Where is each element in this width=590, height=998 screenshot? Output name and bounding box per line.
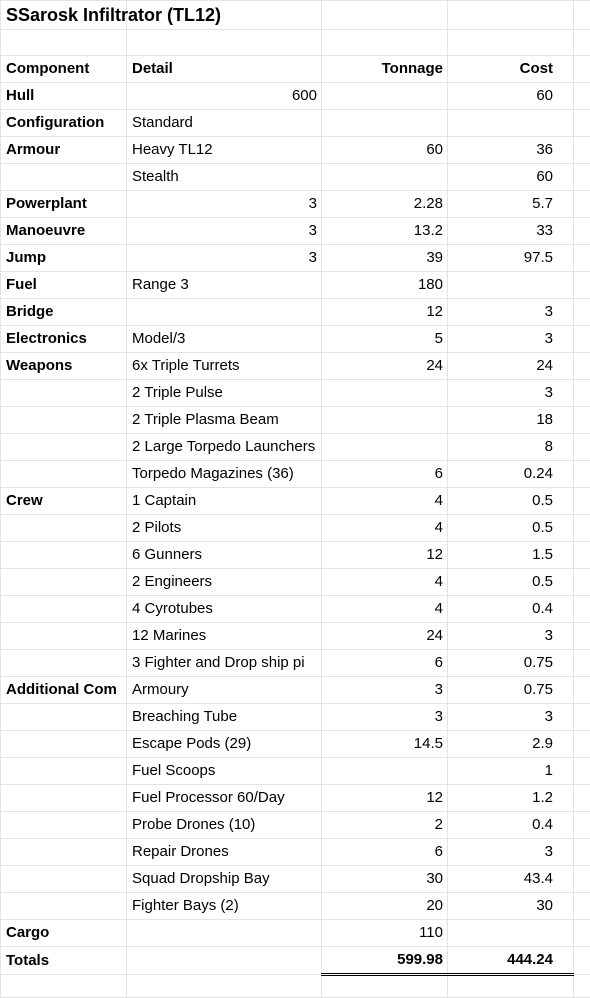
header-cost[interactable]: Cost	[448, 56, 574, 83]
detail-cell[interactable]: Model/3	[127, 326, 322, 353]
tonnage-cell[interactable]: 3	[322, 677, 448, 704]
tonnage-cell[interactable]: 39	[322, 245, 448, 272]
cell[interactable]	[322, 1, 448, 30]
cell[interactable]	[1, 975, 127, 998]
cell[interactable]	[574, 30, 590, 56]
detail-cell[interactable]: 2 Pilots	[127, 515, 322, 542]
cell[interactable]	[448, 30, 574, 56]
tonnage-cell[interactable]	[322, 380, 448, 407]
cell[interactable]	[574, 542, 590, 569]
cell[interactable]	[574, 299, 590, 326]
cell[interactable]	[127, 975, 322, 998]
detail-cell[interactable]: 4 Cyrotubes	[127, 596, 322, 623]
cost-cell[interactable]	[448, 272, 574, 299]
component-cell[interactable]: Manoeuvre	[1, 218, 127, 245]
cell[interactable]	[574, 272, 590, 299]
cell[interactable]	[574, 137, 590, 164]
table-row	[1, 380, 590, 407]
table-row	[1, 434, 590, 461]
detail-cell[interactable]: 3	[127, 245, 322, 272]
cell[interactable]	[574, 920, 590, 947]
title-row	[1, 1, 590, 30]
detail-cell[interactable]	[127, 299, 322, 326]
component-cell[interactable]: Powerplant	[1, 191, 127, 218]
cell[interactable]	[574, 353, 590, 380]
detail-cell[interactable]: 6 Gunners	[127, 542, 322, 569]
cell[interactable]	[574, 407, 590, 434]
cell[interactable]	[322, 975, 448, 998]
cost-cell[interactable]: 1.2	[448, 785, 574, 812]
cost-cell[interactable]: 60	[448, 164, 574, 191]
tonnage-cell[interactable]	[322, 164, 448, 191]
table-row	[1, 812, 590, 839]
table-row	[1, 866, 590, 893]
cost-cell[interactable]: 0.4	[448, 812, 574, 839]
tonnage-cell[interactable]: 6	[322, 650, 448, 677]
detail-cell[interactable]: 6x Triple Turrets	[127, 353, 322, 380]
component-cell[interactable]	[1, 569, 127, 596]
cell[interactable]	[322, 30, 448, 56]
table-row	[1, 569, 590, 596]
tonnage-cell[interactable]	[322, 83, 448, 110]
totals-row	[1, 947, 590, 975]
detail-cell[interactable]: Range 3	[127, 272, 322, 299]
component-cell[interactable]: Configuration	[1, 110, 127, 137]
tonnage-cell[interactable]: 4	[322, 515, 448, 542]
cost-cell[interactable]: 33	[448, 218, 574, 245]
sheet-title[interactable]: SSarosk Infiltrator (TL12)	[1, 1, 127, 30]
detail-cell[interactable]: 2 Triple Pulse	[127, 380, 322, 407]
cost-cell[interactable]: 0.75	[448, 650, 574, 677]
cell[interactable]	[574, 164, 590, 191]
detail-cell[interactable]: 1 Captain	[127, 488, 322, 515]
component-cell[interactable]	[1, 380, 127, 407]
cell[interactable]	[574, 839, 590, 866]
cost-cell[interactable]: 3	[448, 704, 574, 731]
cost-cell[interactable]: 36	[448, 137, 574, 164]
cell[interactable]	[574, 623, 590, 650]
table-row	[1, 488, 590, 515]
tonnage-cell[interactable]: 60	[322, 137, 448, 164]
table-row	[1, 758, 590, 785]
cell[interactable]	[574, 461, 590, 488]
detail-cell[interactable]: 3 Fighter and Drop ship pi	[127, 650, 322, 677]
tonnage-cell[interactable]: 30	[322, 866, 448, 893]
cost-cell[interactable]	[448, 110, 574, 137]
cost-cell[interactable]: 18	[448, 407, 574, 434]
detail-cell[interactable]: Standard	[127, 110, 322, 137]
component-cell[interactable]	[1, 515, 127, 542]
cost-cell[interactable]: 43.4	[448, 866, 574, 893]
detail-cell[interactable]: Repair Drones	[127, 839, 322, 866]
component-cell[interactable]	[1, 812, 127, 839]
cell[interactable]	[574, 110, 590, 137]
cost-cell[interactable]: 1.5	[448, 542, 574, 569]
table-row	[1, 164, 590, 191]
tonnage-cell[interactable]: 6	[322, 461, 448, 488]
cell[interactable]	[574, 1, 590, 30]
cell[interactable]	[574, 56, 590, 83]
cell[interactable]	[574, 83, 590, 110]
tonnage-cell[interactable]: 24	[322, 353, 448, 380]
tonnage-cell[interactable]: 20	[322, 893, 448, 920]
cost-cell[interactable]: 8	[448, 434, 574, 461]
table-row	[1, 677, 590, 704]
detail-cell[interactable]: 3	[127, 218, 322, 245]
cost-cell[interactable]: 97.5	[448, 245, 574, 272]
tonnage-cell[interactable]: 2.28	[322, 191, 448, 218]
table-row	[1, 191, 590, 218]
detail-cell[interactable]: 3	[127, 191, 322, 218]
component-cell[interactable]	[1, 434, 127, 461]
component-cell[interactable]: Hull	[1, 83, 127, 110]
table-row	[1, 731, 590, 758]
component-cell[interactable]: Crew	[1, 488, 127, 515]
table-row	[1, 299, 590, 326]
component-cell[interactable]	[1, 542, 127, 569]
cell[interactable]	[448, 975, 574, 998]
cell[interactable]	[574, 704, 590, 731]
table-row	[1, 407, 590, 434]
cost-cell[interactable]: 0.5	[448, 515, 574, 542]
component-cell[interactable]	[1, 839, 127, 866]
table-row	[1, 596, 590, 623]
detail-cell[interactable]: Breaching Tube	[127, 704, 322, 731]
cell[interactable]	[574, 380, 590, 407]
table-row	[1, 245, 590, 272]
component-cell[interactable]	[1, 893, 127, 920]
cell[interactable]	[574, 434, 590, 461]
component-cell[interactable]: Electronics	[1, 326, 127, 353]
tonnage-cell[interactable]: 4	[322, 488, 448, 515]
detail-cell[interactable]: Squad Dropship Bay	[127, 866, 322, 893]
table-row	[1, 839, 590, 866]
table-row	[1, 272, 590, 299]
cell[interactable]	[574, 569, 590, 596]
cost-cell[interactable]: 0.4	[448, 596, 574, 623]
table-row	[1, 110, 590, 137]
totals-cost[interactable]: 444.24	[448, 947, 574, 975]
component-cell[interactable]	[1, 623, 127, 650]
detail-cell[interactable]: Probe Drones (10)	[127, 812, 322, 839]
cell[interactable]	[574, 191, 590, 218]
tonnage-cell[interactable]: 24	[322, 623, 448, 650]
detail-cell[interactable]: 2 Triple Plasma Beam	[127, 407, 322, 434]
cell[interactable]	[574, 515, 590, 542]
detail-cell[interactable]	[127, 920, 322, 947]
tonnage-cell[interactable]	[322, 434, 448, 461]
component-cell[interactable]: Armour	[1, 137, 127, 164]
cost-cell[interactable]: 60	[448, 83, 574, 110]
detail-cell[interactable]: Armoury	[127, 677, 322, 704]
detail-cell[interactable]: 12 Marines	[127, 623, 322, 650]
tonnage-cell[interactable]: 4	[322, 569, 448, 596]
tonnage-cell[interactable]: 180	[322, 272, 448, 299]
table-row	[1, 353, 590, 380]
detail-cell[interactable]: Escape Pods (29)	[127, 731, 322, 758]
component-cell[interactable]	[1, 164, 127, 191]
tonnage-cell[interactable]	[322, 407, 448, 434]
cell[interactable]	[574, 245, 590, 272]
table-row	[1, 704, 590, 731]
cell[interactable]	[574, 677, 590, 704]
detail-cell[interactable]: 2 Engineers	[127, 569, 322, 596]
tonnage-cell[interactable]: 6	[322, 839, 448, 866]
tonnage-cell[interactable]: 12	[322, 299, 448, 326]
cost-cell[interactable]	[448, 920, 574, 947]
tonnage-cell[interactable]: 14.5	[322, 731, 448, 758]
header-row	[1, 56, 590, 83]
detail-cell[interactable]: Heavy TL12	[127, 137, 322, 164]
totals-label[interactable]: Totals	[1, 947, 127, 975]
component-cell[interactable]: Additional Com	[1, 677, 127, 704]
cell[interactable]	[574, 812, 590, 839]
blank-row	[1, 975, 590, 998]
cell[interactable]	[574, 596, 590, 623]
cell[interactable]	[448, 1, 574, 30]
header-tonnage[interactable]: Tonnage	[322, 56, 448, 83]
table-row	[1, 623, 590, 650]
table-row	[1, 542, 590, 569]
table-row	[1, 785, 590, 812]
detail-cell[interactable]: Fuel Scoops	[127, 758, 322, 785]
cost-cell[interactable]: 0.5	[448, 488, 574, 515]
component-cell[interactable]	[1, 596, 127, 623]
cost-cell[interactable]: 3	[448, 380, 574, 407]
cost-cell[interactable]: 5.7	[448, 191, 574, 218]
table-row	[1, 920, 590, 947]
cell[interactable]	[574, 947, 590, 975]
table-row	[1, 461, 590, 488]
cell[interactable]	[127, 30, 322, 56]
tonnage-cell[interactable]	[322, 758, 448, 785]
cell[interactable]	[574, 866, 590, 893]
cell[interactable]	[574, 731, 590, 758]
component-cell[interactable]	[1, 461, 127, 488]
detail-cell[interactable]: 600	[127, 83, 322, 110]
table-row	[1, 515, 590, 542]
tonnage-cell[interactable]: 2	[322, 812, 448, 839]
component-cell[interactable]	[1, 758, 127, 785]
header-component[interactable]: Component	[1, 56, 127, 83]
table-row	[1, 83, 590, 110]
cell[interactable]	[574, 975, 590, 998]
component-cell[interactable]	[1, 785, 127, 812]
totals-tonnage[interactable]: 599.98	[322, 947, 448, 975]
tonnage-cell[interactable]: 5	[322, 326, 448, 353]
cell[interactable]	[574, 488, 590, 515]
cost-cell[interactable]: 24	[448, 353, 574, 380]
cost-cell[interactable]: 3	[448, 839, 574, 866]
blank-row	[1, 30, 590, 56]
cost-cell[interactable]: 30	[448, 893, 574, 920]
cell[interactable]	[1, 30, 127, 56]
cost-cell[interactable]: 1	[448, 758, 574, 785]
component-cell[interactable]: Cargo	[1, 920, 127, 947]
cost-cell[interactable]: 0.24	[448, 461, 574, 488]
cell[interactable]	[574, 785, 590, 812]
tonnage-cell[interactable]: 4	[322, 596, 448, 623]
detail-cell[interactable]: Fuel Processor 60/Day	[127, 785, 322, 812]
tonnage-cell[interactable]: 12	[322, 785, 448, 812]
cell[interactable]	[127, 947, 322, 975]
component-cell[interactable]: Jump	[1, 245, 127, 272]
table-row	[1, 650, 590, 677]
component-cell[interactable]	[1, 866, 127, 893]
detail-cell[interactable]: Torpedo Magazines (36)	[127, 461, 322, 488]
component-cell[interactable]	[1, 407, 127, 434]
cost-cell[interactable]: 0.5	[448, 569, 574, 596]
cost-cell[interactable]: 2.9	[448, 731, 574, 758]
table-row	[1, 893, 590, 920]
component-cell[interactable]	[1, 650, 127, 677]
table-row	[1, 326, 590, 353]
cost-cell[interactable]: 3	[448, 326, 574, 353]
tonnage-cell[interactable]	[322, 110, 448, 137]
detail-cell[interactable]: Stealth	[127, 164, 322, 191]
tonnage-cell[interactable]: 110	[322, 920, 448, 947]
cost-cell[interactable]: 3	[448, 299, 574, 326]
tonnage-cell[interactable]: 13.2	[322, 218, 448, 245]
component-cell[interactable]	[1, 704, 127, 731]
table-row	[1, 218, 590, 245]
table-row	[1, 137, 590, 164]
component-cell[interactable]	[1, 731, 127, 758]
cell[interactable]	[574, 326, 590, 353]
header-detail[interactable]: Detail	[127, 56, 322, 83]
component-cell[interactable]: Weapons	[1, 353, 127, 380]
detail-cell[interactable]: 2 Large Torpedo Launchers	[127, 434, 322, 461]
detail-cell[interactable]: Fighter Bays (2)	[127, 893, 322, 920]
cell[interactable]	[574, 218, 590, 245]
cost-cell[interactable]: 3	[448, 623, 574, 650]
component-cell[interactable]: Bridge	[1, 299, 127, 326]
cell[interactable]	[574, 650, 590, 677]
cell[interactable]	[574, 893, 590, 920]
tonnage-cell[interactable]: 12	[322, 542, 448, 569]
tonnage-cell[interactable]: 3	[322, 704, 448, 731]
cost-cell[interactable]: 0.75	[448, 677, 574, 704]
component-cell[interactable]: Fuel	[1, 272, 127, 299]
cell[interactable]	[574, 758, 590, 785]
